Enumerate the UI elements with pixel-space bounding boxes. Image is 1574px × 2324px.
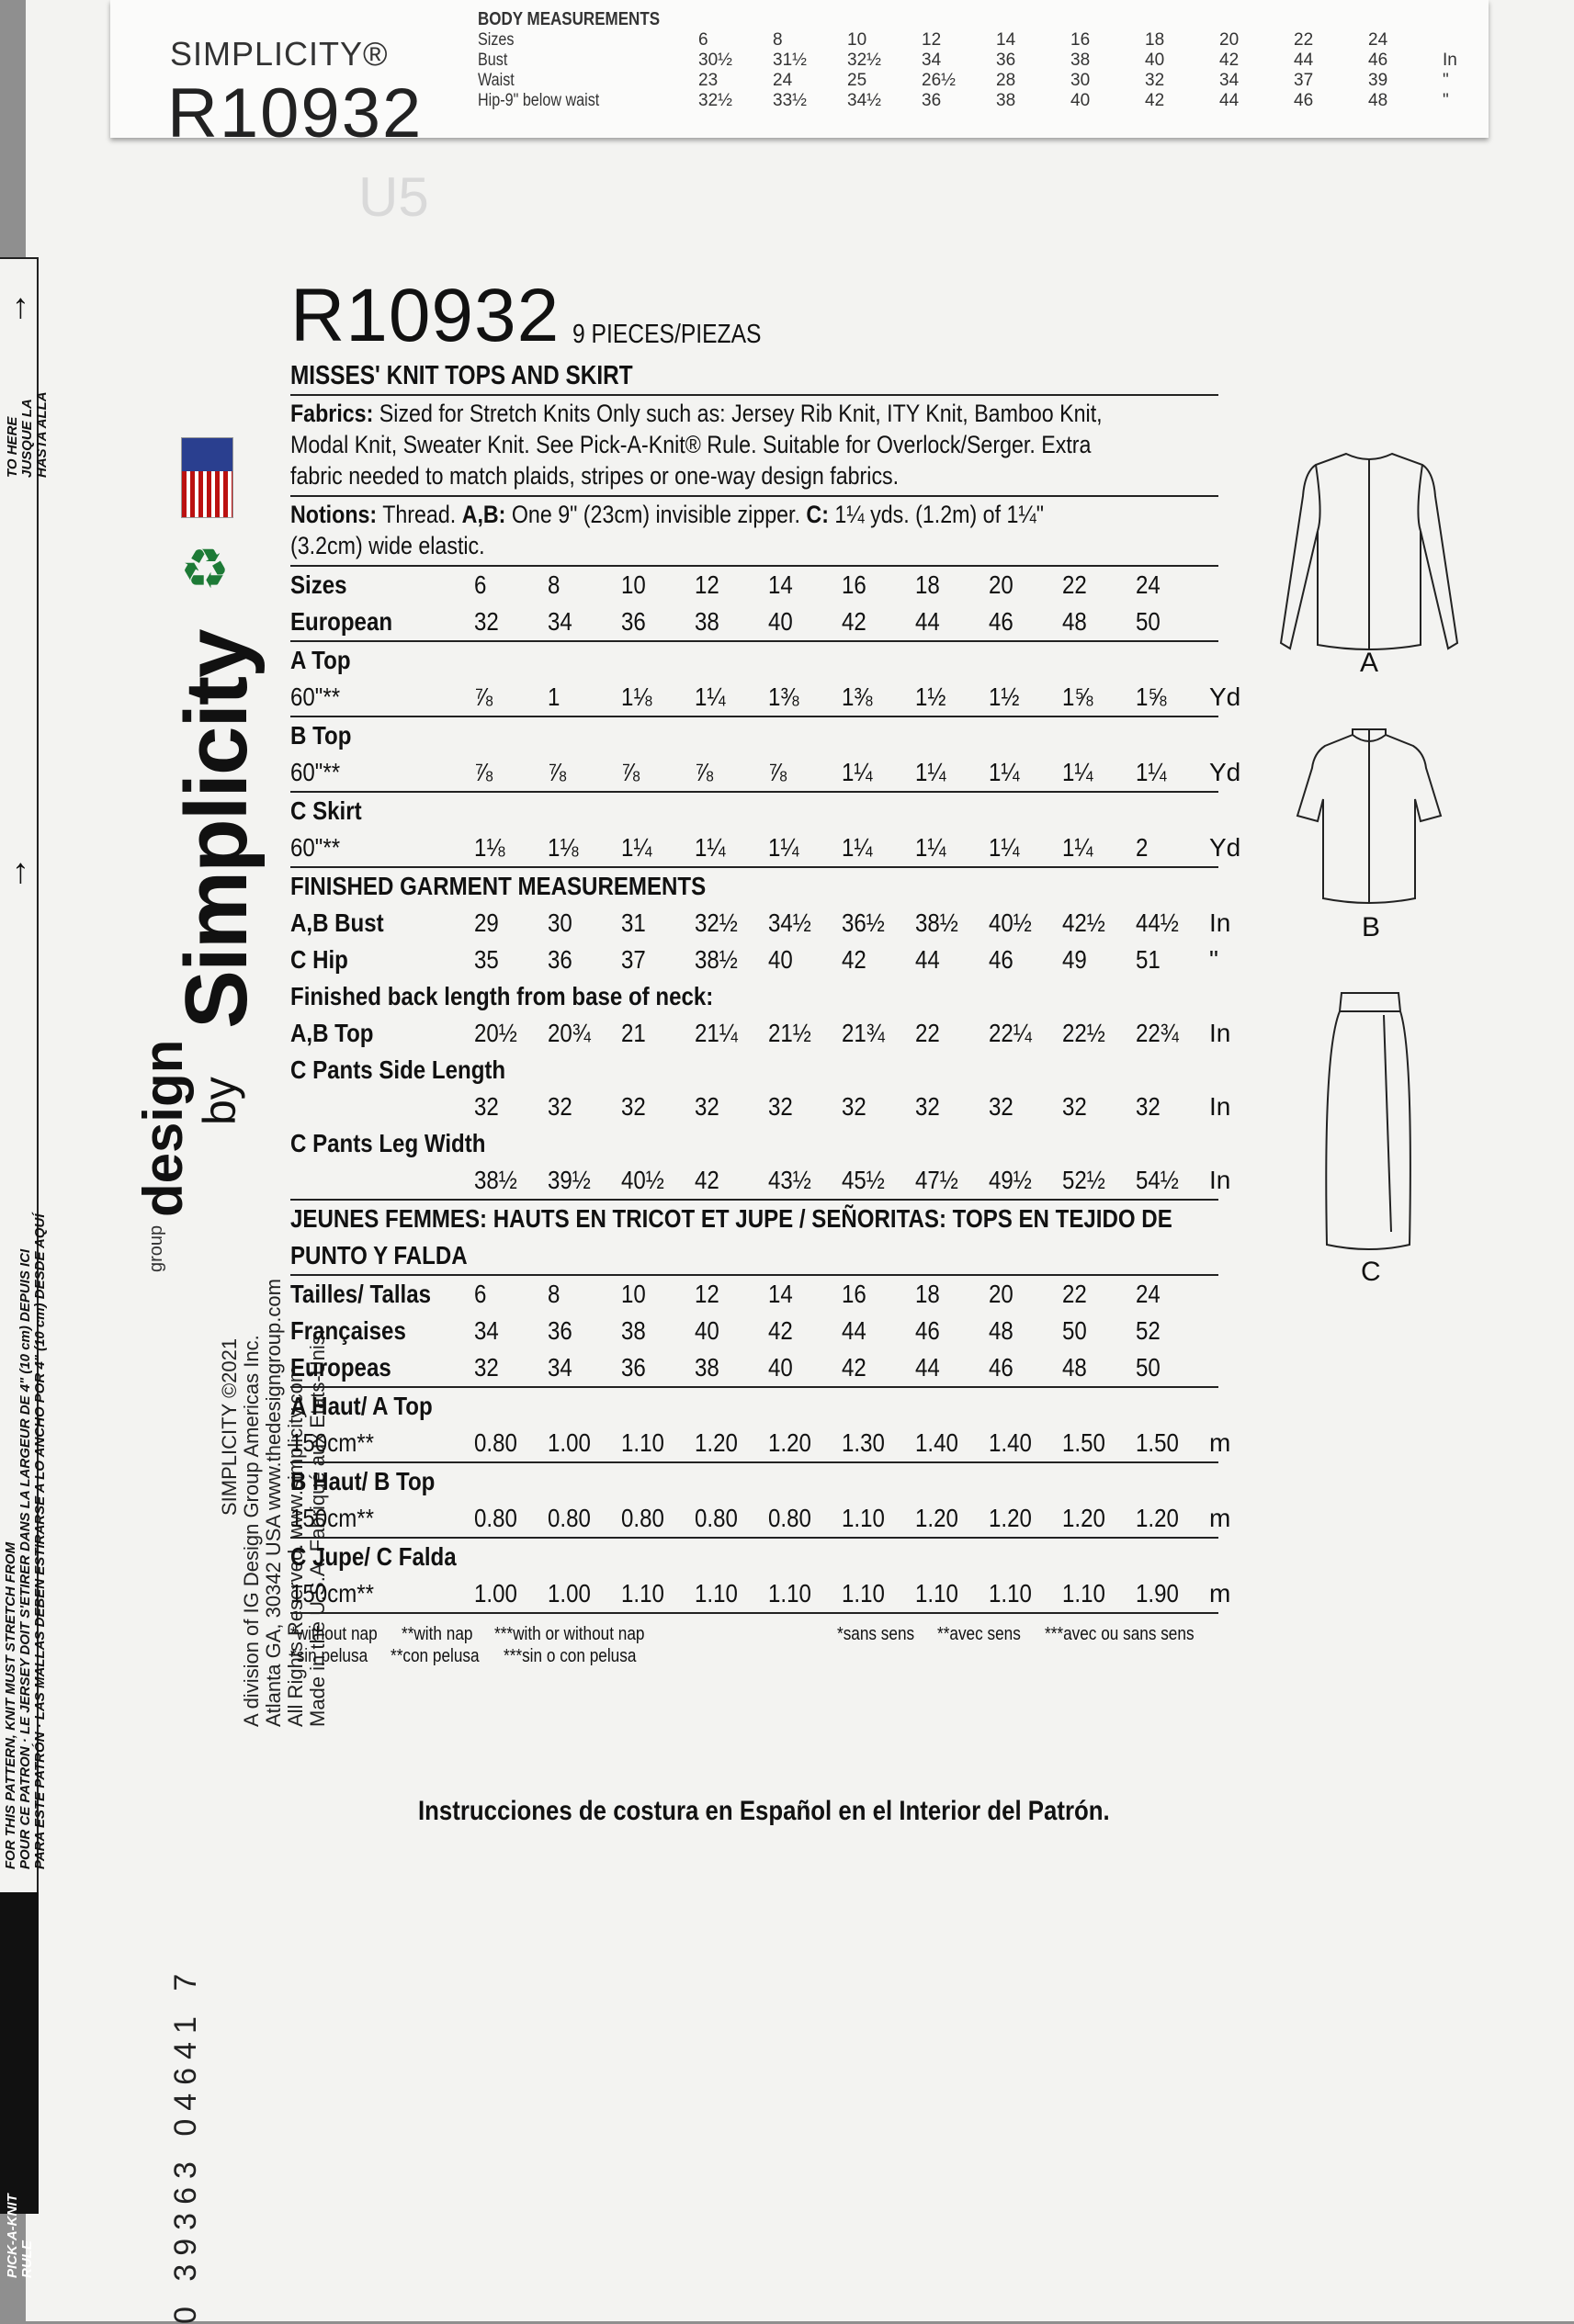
row-label: 60"** <box>290 758 341 786</box>
table-cell: ⅞ <box>548 758 567 786</box>
table-cell: 40 <box>768 945 793 974</box>
pattern-info <box>290 274 1241 1667</box>
back-length-title: Finished back length from base of neck: <box>290 982 714 1010</box>
table-cell: 46 <box>915 1316 940 1345</box>
table-cell: 1.10 <box>842 1504 885 1532</box>
table-cell: 1¼ <box>1136 758 1167 786</box>
logo-by: by <box>194 1077 245 1125</box>
table-cell: ⅞ <box>474 683 493 711</box>
row-label: A,B Top <box>290 1019 374 1047</box>
table-cell: 1¼ <box>842 833 873 862</box>
table-cell: 1.10 <box>915 1579 958 1608</box>
flap-heading: BODY MEASUREMENTS <box>478 9 661 29</box>
finished-measurements-table <box>290 868 1231 1201</box>
table-cell: 21 <box>621 1019 646 1047</box>
row-label: 150cm** <box>290 1504 375 1532</box>
design-logo: design <box>132 1039 194 1217</box>
unit-label: m <box>1209 1504 1231 1532</box>
table-cell: 42 <box>842 607 866 636</box>
simplicity-logo: Simplicity <box>167 630 266 1029</box>
row-label: Françaises <box>290 1316 406 1345</box>
envelope-flap <box>110 0 1489 138</box>
table-cell: 48 <box>1062 607 1087 636</box>
recycle-icon: ♻ <box>180 538 230 600</box>
table-cell: 1.00 <box>474 1579 517 1608</box>
table-cell: 49½ <box>989 1166 1032 1194</box>
table-cell: 32 <box>474 1092 499 1121</box>
table-cell: 1¼ <box>695 833 726 862</box>
spanish-instructions-note: Instrucciones de costura en Español en el Interior del Patrón. <box>418 1796 1110 1826</box>
metric-yardage-table <box>290 1276 1231 1614</box>
table-cell: 43½ <box>768 1166 811 1194</box>
table-cell: 20¾ <box>548 1019 591 1047</box>
table-cell: 1¼ <box>1062 833 1093 862</box>
table-cell: 1.20 <box>768 1428 811 1457</box>
arrow-up-icon: ↑ <box>12 288 29 326</box>
table-cell: 34 <box>548 1353 572 1382</box>
bust-row <box>290 905 1231 942</box>
table-cell: 1.00 <box>548 1428 591 1457</box>
table-cell: 52 <box>1136 1316 1161 1345</box>
table-cell: 1.10 <box>989 1579 1032 1608</box>
table-cell: 42 <box>842 945 866 974</box>
francaises-row <box>290 1313 1218 1349</box>
table-cell: 38½ <box>915 908 958 937</box>
footnotes: *without nap **with nap ***with or without nap *sin pelusa **con pelusa ***sin o con pelusa *sans sens **avec sens ***avec ou sans sens <box>290 1624 1195 1666</box>
table-cell: 16 <box>842 570 866 599</box>
view-heading: C Jupe/ C Falda <box>290 1542 457 1571</box>
table-cell: 48 <box>1062 1353 1087 1382</box>
table-cell: ⅞ <box>768 758 787 786</box>
table-cell: 0.80 <box>695 1504 738 1532</box>
table-cell: 1¼ <box>621 833 652 862</box>
table-cell: 40 <box>695 1316 719 1345</box>
to-here-label: TO HERE JUSQUE LA HASTA ALLA <box>5 391 50 478</box>
table-cell: 44½ <box>1136 908 1179 937</box>
ghost-text: U5 <box>358 166 429 228</box>
view-b-sketch <box>1286 726 1452 909</box>
table-cell: 29 <box>474 908 499 937</box>
view-heading: A Haut/ A Top <box>290 1392 433 1420</box>
table-cell: 46 <box>989 1353 1013 1382</box>
row-label <box>290 1092 474 1122</box>
row-label: 60"** <box>290 683 341 711</box>
table-cell: 40½ <box>989 908 1032 937</box>
table-cell: 1.20 <box>1062 1504 1105 1532</box>
table-cell: 46 <box>989 607 1013 636</box>
view-b-label: B <box>1362 912 1381 942</box>
view-heading: B Top <box>290 721 352 750</box>
table-cell: 20 <box>989 570 1013 599</box>
flap-row: Bust 30½ 31½ 32½ 34 36 38 40 42 44 46 In <box>478 51 1457 70</box>
unit-label: m <box>1209 1579 1231 1608</box>
table-cell: 1.20 <box>989 1504 1032 1532</box>
table-cell: 22 <box>1062 1280 1087 1308</box>
table-cell: 35 <box>474 945 499 974</box>
unit-label: In <box>1209 1092 1231 1121</box>
metric-row <box>290 1500 1231 1539</box>
table-cell: 0.80 <box>474 1504 517 1532</box>
view-heading: C Skirt <box>290 796 362 825</box>
table-cell: 14 <box>768 1280 793 1308</box>
table-cell: 1¼ <box>915 833 946 862</box>
row-label: A,B Bust <box>290 908 384 937</box>
side-length-row <box>290 1089 1231 1125</box>
table-cell: 12 <box>695 1280 719 1308</box>
table-cell: 1¼ <box>989 833 1020 862</box>
view-c-label: C <box>1361 1257 1381 1287</box>
table-cell: 32 <box>842 1092 866 1121</box>
table-cell: ⅞ <box>695 758 714 786</box>
table-cell: 2 <box>1136 833 1149 862</box>
pattern-title: MISSES' KNIT TOPS AND SKIRT <box>290 357 1218 396</box>
row-label <box>290 1166 474 1195</box>
table-cell: 1.20 <box>1136 1504 1179 1532</box>
table-cell: 1¼ <box>695 683 726 711</box>
table-cell: 1¼ <box>1062 758 1093 786</box>
table-cell: 50 <box>1136 607 1161 636</box>
pattern-number: R10932 <box>290 274 561 357</box>
table-cell: 32 <box>695 1092 719 1121</box>
table-cell: 36 <box>548 1316 572 1345</box>
table-cell: 16 <box>842 1280 866 1308</box>
table-cell: 0.80 <box>548 1504 591 1532</box>
row-label: 150cm** <box>290 1428 375 1457</box>
pick-a-knit-label: PICK-A-KNIT RULE <box>5 2194 35 2278</box>
table-cell: 1⅝ <box>1136 683 1167 711</box>
table-cell: 32 <box>1136 1092 1161 1121</box>
table-cell: 22¼ <box>989 1019 1032 1047</box>
table-cell: 38½ <box>695 945 738 974</box>
flap-row: Sizes 6 8 10 12 14 16 18 20 22 24 <box>478 30 1388 50</box>
table-cell: 38 <box>695 607 719 636</box>
table-cell: 20½ <box>474 1019 517 1047</box>
table-cell: 32½ <box>695 908 738 937</box>
table-cell: 1 <box>548 683 561 711</box>
flap-row: Hip-9" below waist 32½ 33½ 34½ 36 38 40 42 44 46 48 " <box>478 91 1449 110</box>
table-cell: 39½ <box>548 1166 591 1194</box>
row-label: 150cm** <box>290 1579 375 1608</box>
table-cell: 8 <box>548 570 561 599</box>
piece-count: 9 PIECES/PIEZAS <box>572 320 762 349</box>
pick-a-knit-rule-band <box>0 1892 39 2214</box>
table-cell: 32 <box>474 607 499 636</box>
unit-label: Yd <box>1209 758 1241 786</box>
table-cell: 38 <box>621 1316 646 1345</box>
hip-row <box>290 942 1218 978</box>
table-cell: 18 <box>915 570 940 599</box>
table-cell: 20 <box>989 1280 1013 1308</box>
table-cell: 1.50 <box>1062 1428 1105 1457</box>
unit-label: In <box>1209 1166 1231 1194</box>
table-cell: 40 <box>768 607 793 636</box>
table-cell: 34 <box>474 1316 499 1345</box>
tailles-row <box>290 1276 1218 1313</box>
row-label: European <box>290 607 393 636</box>
yardage-row <box>290 829 1241 868</box>
table-cell: 32 <box>548 1092 572 1121</box>
leg-width-title: C Pants Leg Width <box>290 1129 486 1157</box>
view-a-sketch <box>1268 441 1470 661</box>
table-cell: 36 <box>548 945 572 974</box>
table-cell: 1½ <box>989 683 1020 711</box>
unit-label: m <box>1209 1428 1231 1457</box>
table-cell: 32 <box>621 1092 646 1121</box>
europeas-row <box>290 1349 1218 1388</box>
table-cell: 32 <box>474 1353 499 1382</box>
row-label: Tailles/ Tallas <box>290 1280 432 1308</box>
table-cell: 10 <box>621 570 646 599</box>
table-cell: 1.20 <box>695 1428 738 1457</box>
row-label: C Hip <box>290 945 348 974</box>
arrow-up-icon: ↑ <box>12 852 29 891</box>
french-spanish-title: JEUNES FEMMES: HAUTS EN TRICOT ET JUPE / SEÑORITAS: TOPS EN TEJIDO DE PUNTO Y FALDA <box>290 1201 1218 1276</box>
table-cell: 1.50 <box>1136 1428 1179 1457</box>
table-cell: 47½ <box>915 1166 958 1194</box>
table-cell: 1.10 <box>621 1428 664 1457</box>
unit-label: Yd <box>1209 833 1241 862</box>
yardage-row <box>290 754 1241 793</box>
row-label: Sizes <box>290 570 347 599</box>
table-cell: 34 <box>548 607 572 636</box>
table-cell: 1.40 <box>989 1428 1032 1457</box>
table-cell: 22¾ <box>1136 1019 1179 1047</box>
table-cell: 1.10 <box>621 1579 664 1608</box>
table-cell: 12 <box>695 570 719 599</box>
table-cell: 1⅝ <box>1062 683 1093 711</box>
table-cell: 50 <box>1062 1316 1087 1345</box>
table-cell: 44 <box>842 1316 866 1345</box>
table-cell: 44 <box>915 1353 940 1382</box>
notions-section: Notions: Thread. A,B: One 9" (23cm) invisible zipper. C: 1¼ yds. (1.2m) of 1¼" (3.2cm) wide elastic. <box>290 497 1218 567</box>
upc-number: 0 39363 04641 7 <box>168 1965 203 2324</box>
table-cell: 50 <box>1136 1353 1161 1382</box>
table-cell: 1⅛ <box>548 833 579 862</box>
table-cell: 6 <box>474 1280 487 1308</box>
table-cell: 1.10 <box>695 1579 738 1608</box>
table-cell: 21½ <box>768 1019 811 1047</box>
table-cell: 1¼ <box>915 758 946 786</box>
table-cell: 32 <box>915 1092 940 1121</box>
table-cell: 24 <box>1136 570 1161 599</box>
table-cell: 40 <box>768 1353 793 1382</box>
table-cell: 21¾ <box>842 1019 885 1047</box>
table-cell: 8 <box>548 1280 561 1308</box>
table-cell: 1.10 <box>768 1579 811 1608</box>
table-cell: 1⅜ <box>768 683 799 711</box>
table-cell: 51 <box>1136 945 1161 974</box>
table-cell: 1.10 <box>842 1579 885 1608</box>
unit-label: Yd <box>1209 683 1241 711</box>
table-cell: 38 <box>695 1353 719 1382</box>
table-cell: 18 <box>915 1280 940 1308</box>
table-cell: 21¼ <box>695 1019 738 1047</box>
table-cell: 1⅛ <box>474 833 505 862</box>
table-cell: 22 <box>915 1019 940 1047</box>
table-cell: 1.90 <box>1136 1579 1179 1608</box>
table-cell: ⅞ <box>474 758 493 786</box>
table-cell: 46 <box>989 945 1013 974</box>
table-cell: 48 <box>989 1316 1013 1345</box>
flap-brand: SIMPLICITY® <box>170 35 389 73</box>
table-cell: 1¼ <box>989 758 1020 786</box>
table-cell: ⅞ <box>621 758 640 786</box>
back-length-row <box>290 1015 1231 1052</box>
table-cell: 6 <box>474 570 487 599</box>
table-cell: 1.10 <box>1062 1579 1105 1608</box>
table-cell: 30 <box>548 908 572 937</box>
table-cell: 1.20 <box>915 1504 958 1532</box>
logo-group: group <box>146 1224 166 1272</box>
table-cell: 1.40 <box>915 1428 958 1457</box>
table-cell: 44 <box>915 607 940 636</box>
view-heading: B Haut/ B Top <box>290 1467 436 1495</box>
stretch-instructions: FOR THIS PATTERN, KNIT MUST STRETCH FROM POUR CE PATRON · LE JERSEY DOIT S'ETIRER DANS LA LARGEUR DE 4" (10 cm) DEPUIS ICI PARA ESTE PATRÓN · LAS MALLAS DEBEN ESTIRARSE A LO ANCHO POR 4" (10 cm) DESDE AQUÍ <box>3 1213 48 1869</box>
table-cell: 36 <box>621 607 646 636</box>
table-cell: 1½ <box>915 683 946 711</box>
table-cell: 0.80 <box>768 1504 811 1532</box>
view-a-label: A <box>1360 648 1379 678</box>
view-c-sketch <box>1314 987 1424 1254</box>
table-cell: 36 <box>621 1353 646 1382</box>
yardage-row <box>290 679 1241 717</box>
table-cell: 32 <box>989 1092 1013 1121</box>
table-cell: 45½ <box>842 1166 885 1194</box>
table-cell: 42½ <box>1062 908 1105 937</box>
table-cell: 10 <box>621 1280 646 1308</box>
table-cell: 40½ <box>621 1166 664 1194</box>
flap-body-measurements <box>478 9 1489 111</box>
table-cell: 22 <box>1062 570 1087 599</box>
yardage-table <box>290 567 1241 868</box>
table-cell: 1.30 <box>842 1428 885 1457</box>
finished-title: FINISHED GARMENT MEASUREMENTS <box>290 872 707 900</box>
table-cell: 1¼ <box>768 833 799 862</box>
table-cell: 54½ <box>1136 1166 1179 1194</box>
table-cell: 44 <box>915 945 940 974</box>
table-cell: 52½ <box>1062 1166 1105 1194</box>
table-cell: 24 <box>1136 1280 1161 1308</box>
row-label: 60"** <box>290 833 341 862</box>
table-cell: 0.80 <box>621 1504 664 1532</box>
table-cell: 32 <box>1062 1092 1087 1121</box>
flap-pattern-number: R10932 <box>167 74 424 138</box>
flap-row: Waist 23 24 25 26½ 28 30 32 34 37 39 " <box>478 71 1449 90</box>
view-heading: A Top <box>290 646 351 674</box>
table-cell: 14 <box>768 570 793 599</box>
sizes-row <box>290 567 1218 604</box>
european-row <box>290 604 1218 642</box>
row-label: Europeas <box>290 1353 391 1382</box>
us-flag-icon <box>181 437 233 518</box>
table-cell: 42 <box>768 1316 793 1345</box>
table-cell: 1⅛ <box>621 683 652 711</box>
metric-row <box>290 1575 1231 1614</box>
table-cell: 42 <box>842 1353 866 1382</box>
side-length-title: C Pants Side Length <box>290 1055 506 1084</box>
table-cell: 34½ <box>768 908 811 937</box>
table-cell: 31 <box>621 908 646 937</box>
unit-label: In <box>1209 908 1231 937</box>
fabrics-section: Fabrics: Sized for Stretch Knits Only such as: Jersey Rib Knit, ITY Knit, Bamboo Knit, Modal Knit, Sweater Knit. See Pick-A-Knit® Rule. Suitable for Overlock/Serger. Extra fabric needed to match plaids, stripes or one-way design fabrics. <box>290 396 1218 497</box>
leg-width-row <box>290 1162 1231 1201</box>
table-cell: 42 <box>695 1166 719 1194</box>
table-cell: 38½ <box>474 1166 517 1194</box>
table-cell: 22½ <box>1062 1019 1105 1047</box>
metric-row <box>290 1425 1231 1463</box>
table-cell: 1¼ <box>842 758 873 786</box>
table-cell: 49 <box>1062 945 1087 974</box>
publisher-imprint: SIMPLICITY ©2021 A division of IG Design Group Americas Inc. Atlanta GA, 30342 USA www.thedesigngroup.com All Rights Reserved. www.simplicity.com Made in the U.S.A. Fabriqué aux Etats-Unis. <box>218 1279 329 1727</box>
unit-label: " <box>1209 945 1218 974</box>
table-cell: 0.80 <box>474 1428 517 1457</box>
table-cell: 36½ <box>842 908 885 937</box>
unit-label: In <box>1209 1019 1231 1047</box>
table-cell: 1.00 <box>548 1579 591 1608</box>
table-cell: 32 <box>768 1092 793 1121</box>
table-cell: 37 <box>621 945 646 974</box>
table-cell: 1⅜ <box>842 683 873 711</box>
